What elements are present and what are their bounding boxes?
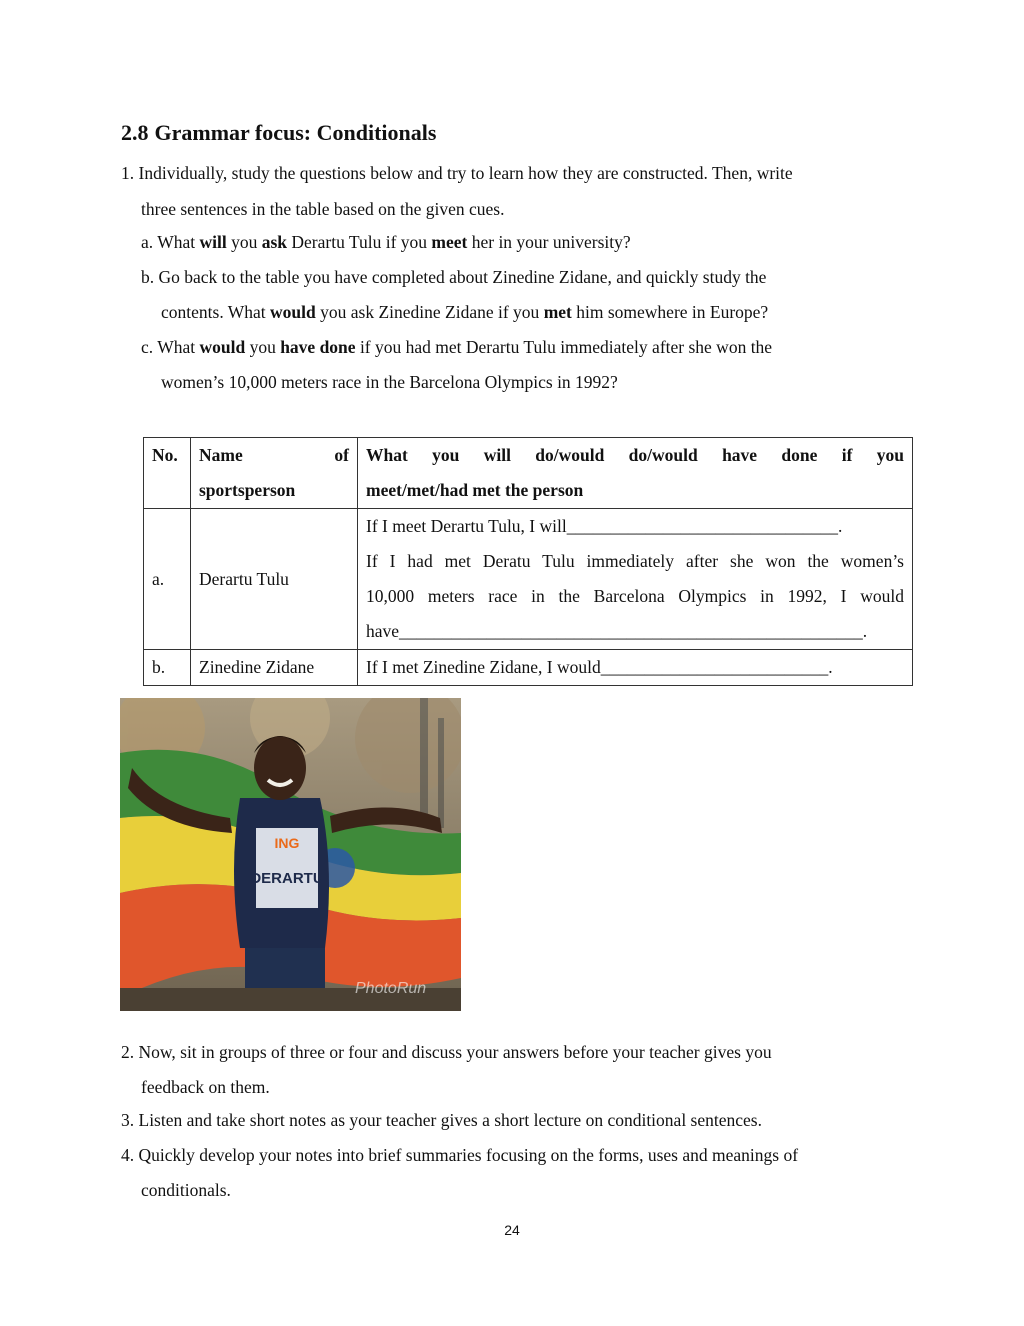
qa-text: her in your university? xyxy=(467,232,631,252)
runner-head xyxy=(254,736,306,800)
answer-line: have_____________________________________________________. xyxy=(366,621,868,641)
section-heading xyxy=(121,120,436,146)
question-a xyxy=(141,230,631,254)
question-b-line1: b. Go back to the table you have completed about Zinedine Zidane, and quickly study the xyxy=(141,267,767,287)
answer-line: If I had met Deratu Tulu immediately after she won the women’s xyxy=(366,551,904,571)
page-number: 24 xyxy=(504,1222,520,1238)
row-name: Zinedine Zidane xyxy=(191,650,358,686)
header-name-line2: sportsperson xyxy=(199,480,296,500)
answer-line: If I meet Derartu Tulu, I will_______________________________. xyxy=(366,516,843,536)
qc-text: you xyxy=(245,337,281,357)
section-number: 2.8 xyxy=(121,120,149,145)
qc-text: c. What xyxy=(141,337,200,357)
qb-text: you ask Zinedine Zidane if you xyxy=(315,302,544,322)
row-no: a. xyxy=(144,509,191,650)
section-title: Grammar focus: Conditionals xyxy=(154,120,437,145)
qb-bold: met xyxy=(543,302,572,322)
qc-bold: would xyxy=(199,337,246,357)
qa-bold: ask xyxy=(261,232,288,252)
header-no: No. xyxy=(144,438,191,509)
qc-text: if you had met Derartu Tulu immediately after she won the xyxy=(355,337,773,357)
table-row xyxy=(144,509,913,650)
runner-shorts xyxy=(245,948,325,988)
bib-sponsor: ING xyxy=(274,835,300,851)
photo-illustration xyxy=(120,698,461,1011)
table-row xyxy=(144,650,913,686)
qb-text: contents. What xyxy=(161,302,271,322)
qb-bold: would xyxy=(270,302,316,322)
qa-text: you xyxy=(226,232,262,252)
row-name: Derartu Tulu xyxy=(191,509,358,650)
row-answers xyxy=(358,509,913,650)
task2-line1: 2. Now, sit in groups of three or four and discuss your answers before your teacher gives you xyxy=(121,1042,772,1062)
qa-bold: meet xyxy=(431,232,468,252)
header-name-line1: Name of xyxy=(199,445,349,465)
header-what-line1: What you will do/would do/would have done if you xyxy=(366,445,904,465)
task4-line2: conditionals. xyxy=(141,1180,231,1200)
qa-bold: will xyxy=(199,232,227,252)
task2-line2: feedback on them. xyxy=(141,1077,270,1097)
answer-line: 10,000 meters race in the Barcelona Olympics in 1992, I would xyxy=(366,586,904,606)
row-answers xyxy=(358,650,913,686)
bib-name: DERARTU xyxy=(250,870,324,887)
header-what xyxy=(358,438,913,509)
task1-line2: three sentences in the table based on the given cues. xyxy=(141,199,505,219)
task3: 3. Listen and take short notes as your teacher gives a short lecture on conditional sentences. xyxy=(121,1110,762,1130)
task1-line1: 1. Individually, study the questions below and try to learn how they are constructed. Then, write xyxy=(121,163,793,183)
qa-text: Derartu Tulu if you xyxy=(287,232,432,252)
qa-text: a. What xyxy=(141,232,200,252)
qc-bold: have done xyxy=(280,337,356,357)
task4-line1: 4. Quickly develop your notes into brief summaries focusing on the forms, uses and meanings of xyxy=(121,1145,799,1165)
question-b-line2 xyxy=(161,300,768,324)
header-what-line2: meet/met/had met the person xyxy=(366,480,584,500)
question-c-line1 xyxy=(141,335,772,359)
photo-watermark: PhotoRun xyxy=(355,980,427,997)
derartu-tulu-photo xyxy=(120,698,461,1011)
qb-text: him somewhere in Europe? xyxy=(571,302,769,322)
header-name xyxy=(191,438,358,509)
row-no: b. xyxy=(144,650,191,686)
question-c-line2: women’s 10,000 meters race in the Barcelona Olympics in 1992? xyxy=(161,372,618,392)
table-header-row xyxy=(144,438,913,509)
answer-line: If I met Zinedine Zidane, I would__________________________. xyxy=(366,657,833,677)
conditionals-table xyxy=(143,437,913,686)
